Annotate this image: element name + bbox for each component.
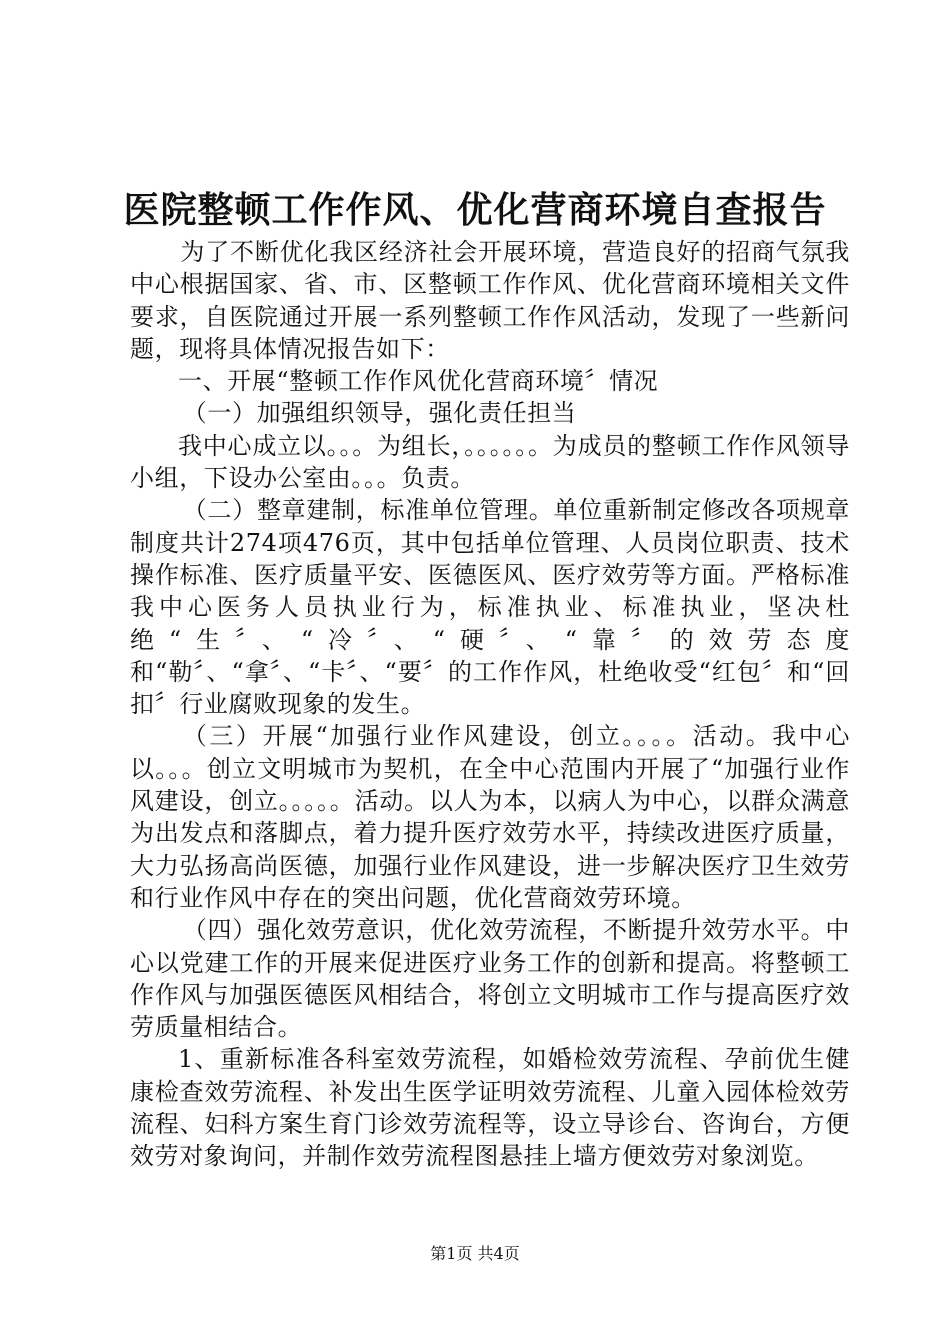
- paragraph-process: 1、重新标准各科室效劳流程，如婚检效劳流程、孕前优生健康检查效劳流程、补发出生医学证明效劳流程、儿童入园体检效劳流程、妇科方案生育门诊效劳流程等，设立导诊台、咨询台，方便效劳对象询问，并制作效劳流程图悬挂上墙方便效劳对象浏览。: [130, 1045, 850, 1171]
- paragraph-intro: 为了不断优化我区经济社会开展环境，营造良好的招商气氛我中心根据国家、省、市、区整顿工作作风、优化营商环境相关文件要求，自医院通过开展一系列整顿工作作风活动，发现了一些新问题，现将具体情况报告如下：: [130, 238, 850, 363]
- section-heading-1: 一、开展“整顿工作作风优化营商环境〞情况: [178, 367, 659, 396]
- paragraph-service: （四）强化效劳意识，优化效劳流程，不断提升效劳水平。中心以党建工作的开展来促进医疗业务工作的创新和提高。将整顿工作作风与加强医德医风相结合，将创立文明城市工作与提高医疗效劳质量相结合。: [130, 916, 850, 1042]
- document-body: [130, 236, 850, 1173]
- document-title: 医院整顿工作作风、优化营商环境自查报告: [123, 189, 827, 231]
- paragraph-activity: （三）开展“加强行业作风建设，创立。。。。活动。我中心以。。。创立文明城市为契机，在全中心范围内开展了“加强行业作风建设，创立。。。。。活动。以人为本，以病人为中心，以群众满意为出发点和落脚点，着力提升医疗效劳水平，持续改进医疗质量，大力弘扬高尚医德，加强行业作风建设，进一步解决医疗卫生效劳和行业作风中存在的突出问题，优化营商效劳环境。: [130, 722, 850, 912]
- page-footer: 第1页 共4页: [430, 1244, 520, 1263]
- paragraph-regulations: （二）整章建制，标准单位管理。单位重新制定修改各项规章制度共计274项476页，其中包括单位管理、人员岗位职责、技术操作标准、医疗质量平安、医德医风、医疗效劳等方面。严格标准我中心医务人员执业行为，标准执业、标准执业，坚决杜绝“生〞、“冷〞、“硬〞、“靠〞的效劳态度和“勒〞、“拿〞、“卡〞、“要〞的工作作风，杜绝收受“红包〞和“回扣〞行业腐败现象的发生。: [130, 496, 850, 719]
- paragraph-leadership: 我中心成立以。。。为组长，。。。。。。为成员的整顿工作作风领导小组，下设办公室由。。。负责。: [130, 431, 850, 493]
- subsection-heading-1: （一）加强组织领导，强化责任担当: [182, 399, 577, 428]
